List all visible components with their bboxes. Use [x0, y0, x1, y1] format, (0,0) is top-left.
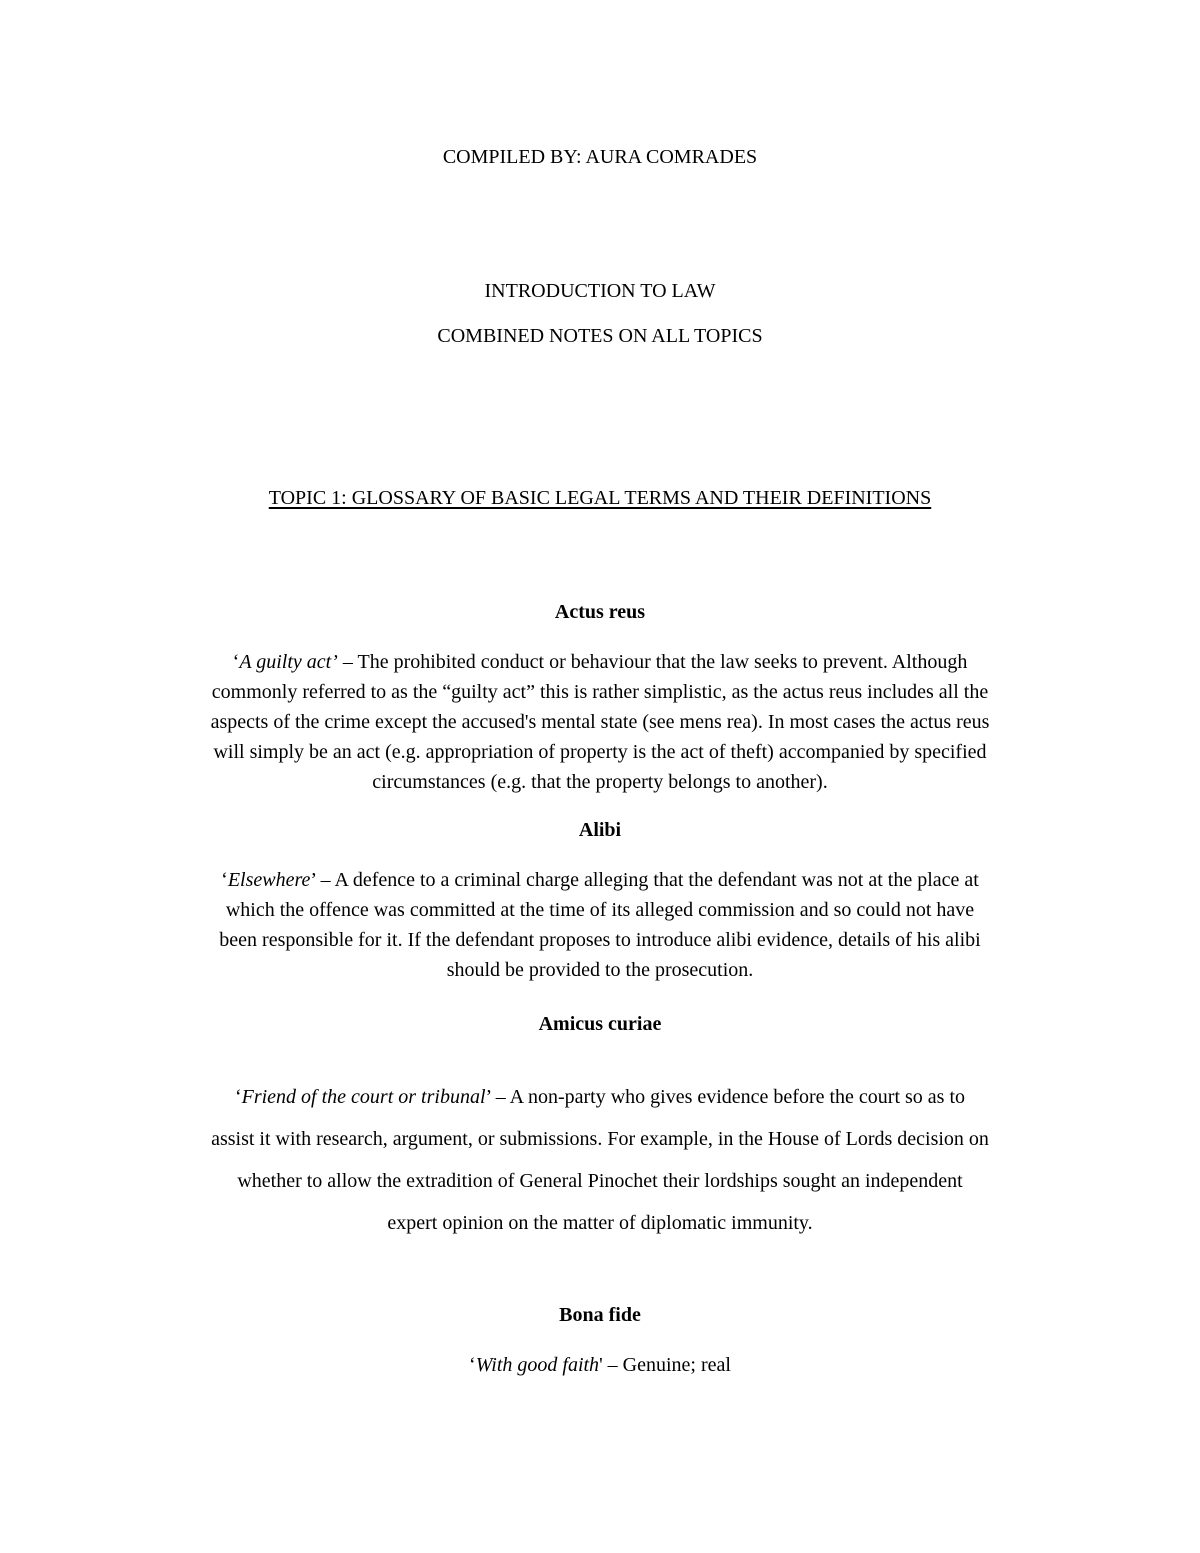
definition-line: been responsible for it. If the defendant proposes to introduce alibi evidence, details of his alibi — [219, 929, 981, 951]
term-heading-actus-reus: Actus reus — [554, 601, 646, 623]
translation: Elsewhere — [227, 869, 311, 891]
translation: Friend of the court or tribunal — [241, 1086, 486, 1108]
definition-line: whether to allow the extradition of General Pinochet their lordships sought an independent — [237, 1170, 963, 1192]
definition-line: aspects of the crime except the accused's mental state (see mens rea). In most cases the actus reus — [210, 711, 990, 733]
course-title: INTRODUCTION TO LAW — [484, 280, 716, 302]
definition-line: ‘A guilty act’ – The prohibited conduct or behaviour that the law seeks to prevent. Although — [232, 651, 968, 673]
definition-line: should be provided to the prosecution. — [446, 959, 754, 981]
definition-bona-fide — [120, 1350, 1080, 1380]
definition-line: which the offence was committed at the time of its alleged commission and so could not have — [225, 899, 975, 921]
definition-amicus-curiae — [120, 1076, 1080, 1244]
compiled-by-line: COMPILED BY: AURA COMRADES — [442, 146, 758, 168]
term-heading-bona-fide: Bona fide — [559, 1304, 641, 1326]
definition-line: ‘Elsewhere’ – A defence to a criminal charge alleging that the defendant was not at the place at — [221, 869, 979, 891]
definition-alibi — [120, 865, 1080, 985]
definition-line: ‘With good faith' – Genuine; real — [469, 1354, 731, 1376]
definition-line: will simply be an act (e.g. appropriation of property is the act of theft) accompanied by specified — [213, 741, 987, 763]
definition-line: expert opinion on the matter of diplomatic immunity. — [387, 1212, 813, 1234]
translation: A guilty act’ — [239, 651, 338, 673]
topic-title: TOPIC 1: GLOSSARY OF BASIC LEGAL TERMS AND THEIR DEFINITIONS — [268, 487, 932, 509]
course-subtitle: COMBINED NOTES ON ALL TOPICS — [437, 325, 763, 347]
definition-line: assist it with research, argument, or submissions. For example, in the House of Lords decision on — [211, 1128, 989, 1150]
translation: With good faith — [475, 1354, 600, 1376]
definition-line: circumstances (e.g. that the property belongs to another). — [372, 771, 828, 793]
topic-heading — [0, 483, 1200, 513]
definition-line: commonly referred to as the “guilty act” this is rather simplistic, as the actus reus includes all the — [211, 681, 989, 703]
definition-line: ‘Friend of the court or tribunal’ – A non-party who gives evidence before the court so as to — [234, 1086, 966, 1108]
definition-actus-reus — [120, 647, 1080, 797]
term-heading-amicus-curiae: Amicus curiae — [538, 1013, 662, 1035]
term-heading-alibi: Alibi — [578, 819, 622, 841]
